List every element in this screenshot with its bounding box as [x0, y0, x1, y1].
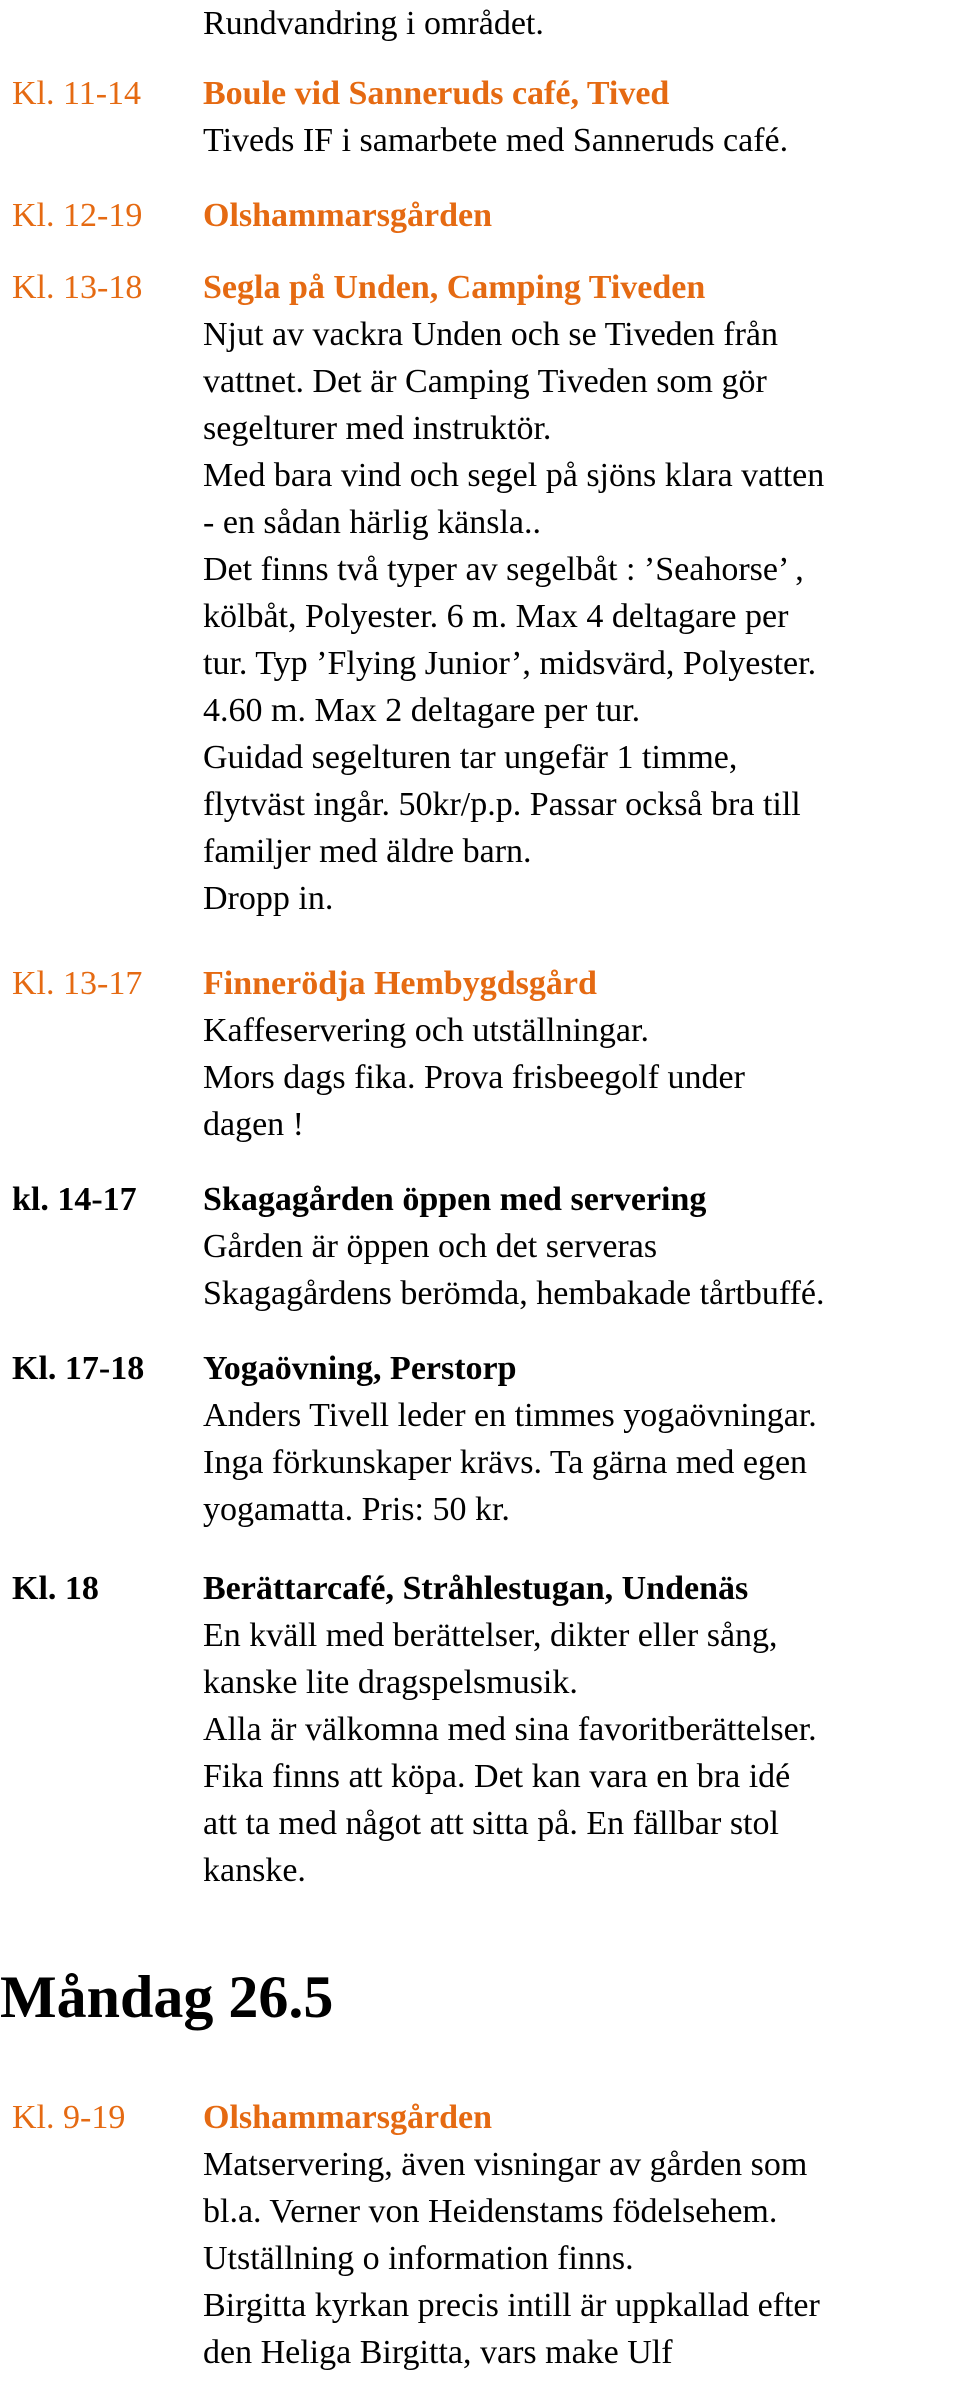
event-line: den Heliga Birgitta, vars make Ulf	[203, 2334, 673, 2371]
event-content	[203, 1565, 960, 1894]
event-time: Kl. 12-19	[12, 197, 143, 234]
event-line: kanske lite dragspelsmusik.	[203, 1664, 578, 1701]
event-line: dagen !	[203, 1106, 305, 1143]
event-line: Utställning o information finns.	[203, 2240, 634, 2277]
event-line: familjer med äldre barn.	[203, 833, 532, 870]
event-line: Guidad segelturen tar ungefär 1 timme,	[203, 739, 738, 776]
event-line: vattnet. Det är Camping Tiveden som gör	[203, 363, 767, 400]
event-line: att ta med något att sitta på. En fällbar stol	[203, 1805, 779, 1842]
event-line: Med bara vind och segel på sjöns klara vatten	[203, 457, 825, 494]
event-line: Kaffeservering och utställningar.	[203, 1012, 649, 1049]
event-line: Matservering, även visningar av gården som	[203, 2146, 808, 2183]
event-line: Det finns två typer av segelbåt : ’Seahorse’ ,	[203, 551, 804, 588]
event-line: tur. Typ ’Flying Junior’, midsvärd, Polyester.	[203, 645, 817, 682]
event-line: Dropp in.	[203, 880, 334, 917]
event-line: Mors dags fika. Prova frisbeegolf under	[203, 1059, 745, 1096]
event-line: kanske.	[203, 1852, 306, 1889]
event-time: Kl. 17-18	[12, 1350, 145, 1387]
event-time: Kl. 13-18	[12, 269, 143, 306]
event-line: Njut av vackra Unden och se Tiveden från	[203, 316, 779, 353]
event-line: bl.a. Verner von Heidenstams födelsehem.	[203, 2193, 778, 2230]
event-time: Kl. 9-19	[12, 2099, 126, 2136]
event-line: segelturer med instruktör.	[203, 410, 552, 447]
event-line: En kväll med berättelser, dikter eller sång,	[203, 1617, 778, 1654]
day-heading: Måndag 26.5	[0, 1964, 334, 2030]
event-content	[203, 1345, 960, 1533]
event-content	[203, 2094, 960, 2376]
event-line: Birgitta kyrkan precis intill är uppkallad efter	[203, 2287, 820, 2324]
event-line: Gården är öppen och det serveras	[203, 1228, 658, 1265]
event-line: kölbåt, Polyester. 6 m. Max 4 deltagare per	[203, 598, 789, 635]
event-line: Alla är välkomna med sina favoritberättelser.	[203, 1711, 817, 1748]
event-line: Inga förkunskaper krävs. Ta gärna med egen	[203, 1444, 808, 1481]
event-content	[203, 70, 960, 164]
event-time: kl. 14-17	[12, 1181, 137, 1218]
event-line: Skagagårdens berömda, hembakade tårtbuffé.	[203, 1275, 825, 1312]
event-line: 4.60 m. Max 2 deltagare per tur.	[203, 692, 641, 729]
event-title: Olshammarsgården	[203, 197, 492, 234]
event-line: yogamatta. Pris: 50 kr.	[203, 1491, 510, 1528]
event-content	[203, 264, 960, 922]
event-line: flytväst ingår. 50kr/p.p. Passar också bra till	[203, 786, 801, 823]
event-content	[203, 960, 960, 1148]
event-time: Kl. 18	[12, 1570, 99, 1607]
event-title: Yogaövning, Perstorp	[203, 1350, 517, 1387]
event-content	[203, 192, 960, 239]
event-line: - en sådan härlig känsla..	[203, 504, 541, 541]
event-content	[203, 1176, 960, 1317]
event-title: Olshammarsgården	[203, 2099, 492, 2136]
event-time: Kl. 11-14	[12, 75, 142, 112]
event-title: Segla på Unden, Camping Tiveden	[203, 269, 706, 306]
event-line: Tiveds IF i samarbete med Sanneruds café.	[203, 122, 789, 159]
event-title: Finnerödja Hembygdsgård	[203, 965, 597, 1002]
event-time: Kl. 13-17	[12, 965, 143, 1002]
event-title: Berättarcafé, Stråhlestugan, Undenäs	[203, 1570, 749, 1607]
event-line: Fika finns att köpa. Det kan vara en bra idé	[203, 1758, 791, 1795]
event-title: Boule vid Sanneruds café, Tived	[203, 75, 670, 112]
event-line: Anders Tivell leder en timmes yogaövningar.	[203, 1397, 817, 1434]
intro-line: Rundvandring i området.	[203, 5, 544, 42]
event-title: Skagagården öppen med servering	[203, 1181, 707, 1218]
